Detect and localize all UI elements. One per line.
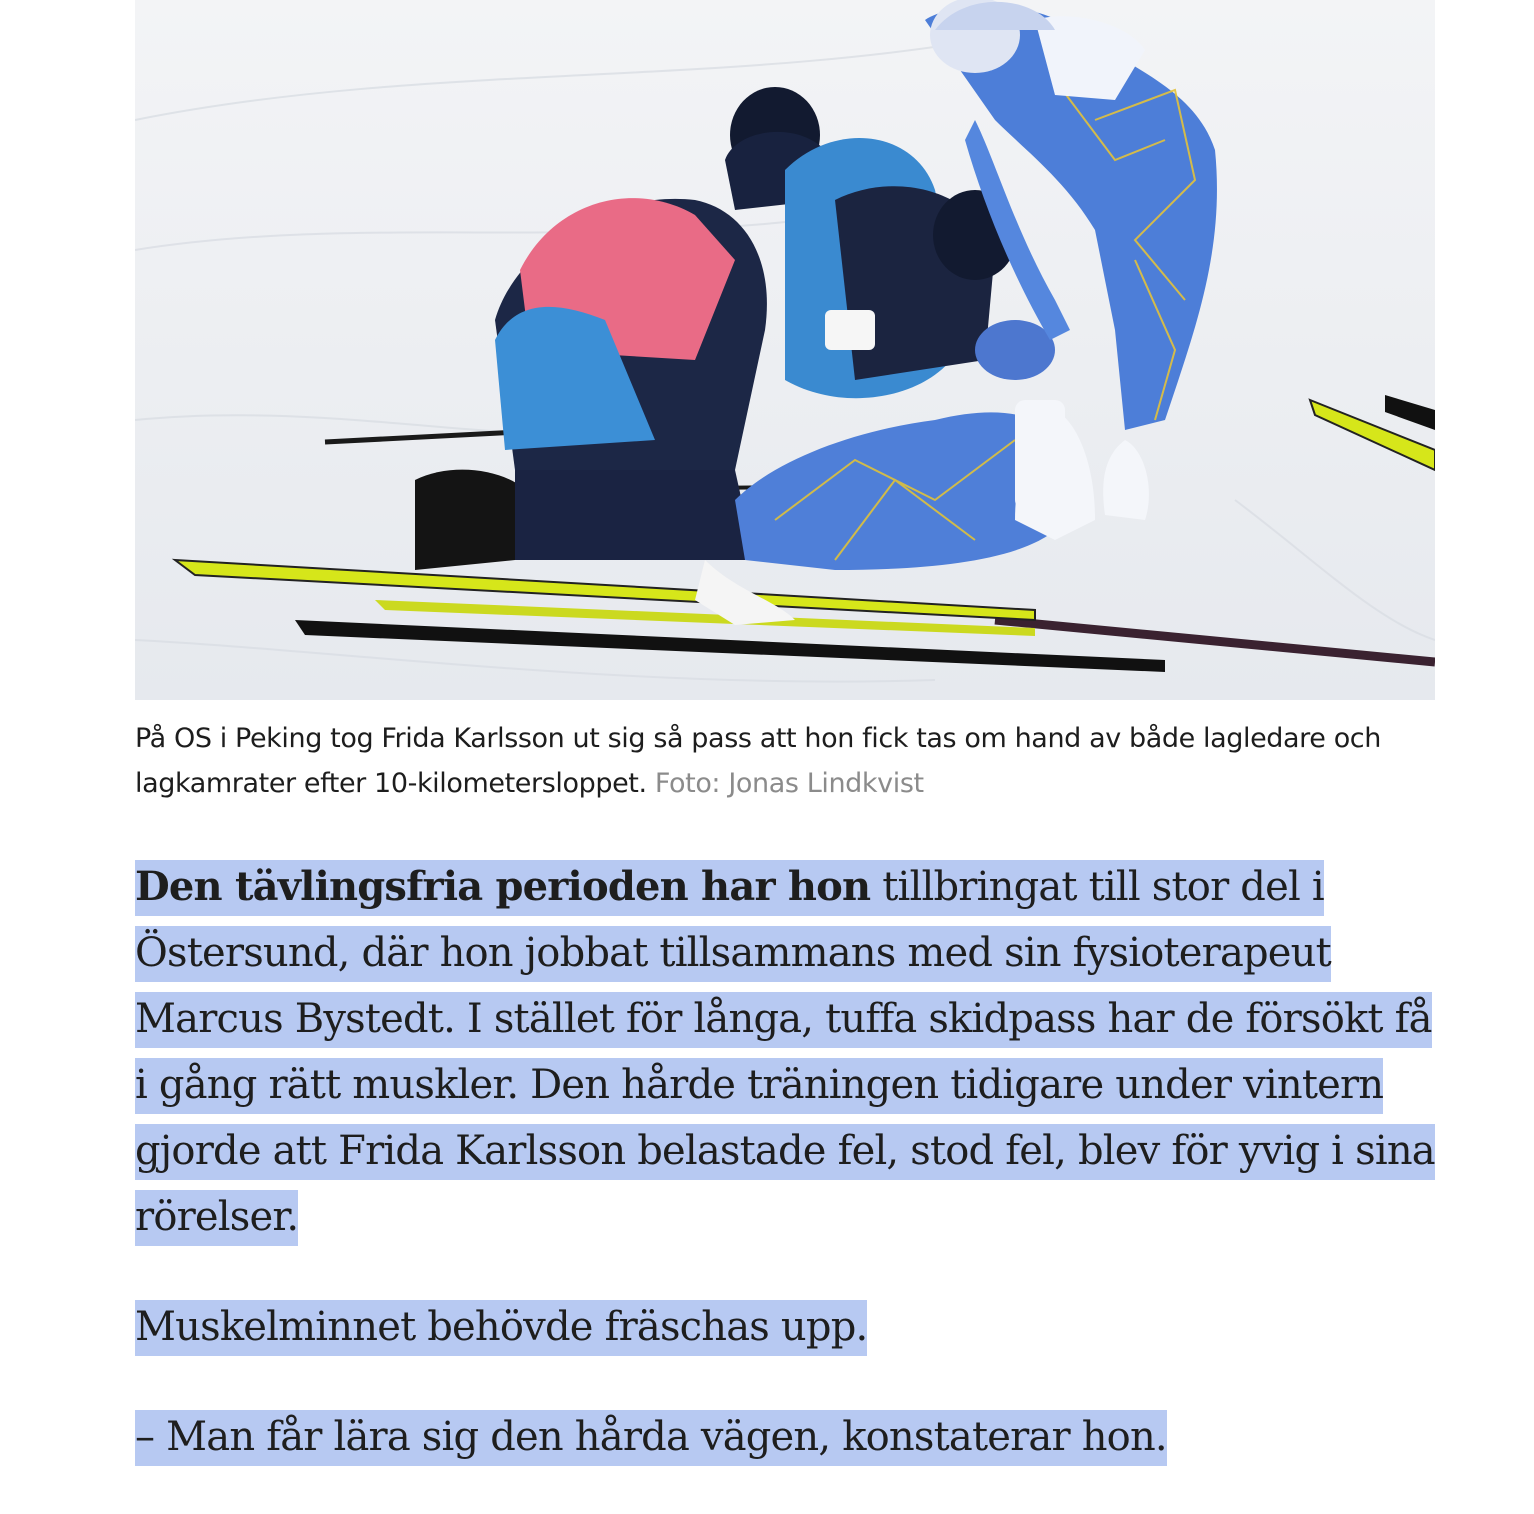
photo-caption	[135, 716, 1435, 806]
caption-text: På OS i Peking tog Frida Karlsson ut sig så pass att hon fick tas om hand av både lagledare och lagkamrater efter 10-kilometersloppet.	[135, 723, 1381, 799]
paragraph-2-text: Muskelminnet behövde fräschas upp.	[135, 1300, 867, 1356]
article-body	[135, 854, 1435, 1514]
paragraph-lead: Den tävlingsfria perioden har hon	[135, 863, 871, 910]
article-photo	[135, 0, 1435, 700]
paragraph-3	[135, 1404, 1435, 1470]
photo-credit: Foto: Jonas Lindkvist	[654, 768, 924, 799]
paragraph-3-text: – Man får lära sig den hårda vägen, konstaterar hon.	[135, 1410, 1167, 1466]
paragraph-1	[135, 854, 1435, 1250]
skier-collapsed-in-snow-photo	[135, 0, 1435, 700]
paragraph-2	[135, 1294, 1435, 1360]
paragraph-1-text: tillbringat till stor del i Östersund, där hon jobbat tillsammans med sin fysioterapeut Marcus Bystedt. I stället för långa, tuffa skidpass har de försökt få i gång rätt muskler. Den hårde träningen tidigare under vintern gjorde att Frida Karlsson belastade fel, stod fel, blev för yvig i sina rörelser.	[135, 864, 1435, 1240]
